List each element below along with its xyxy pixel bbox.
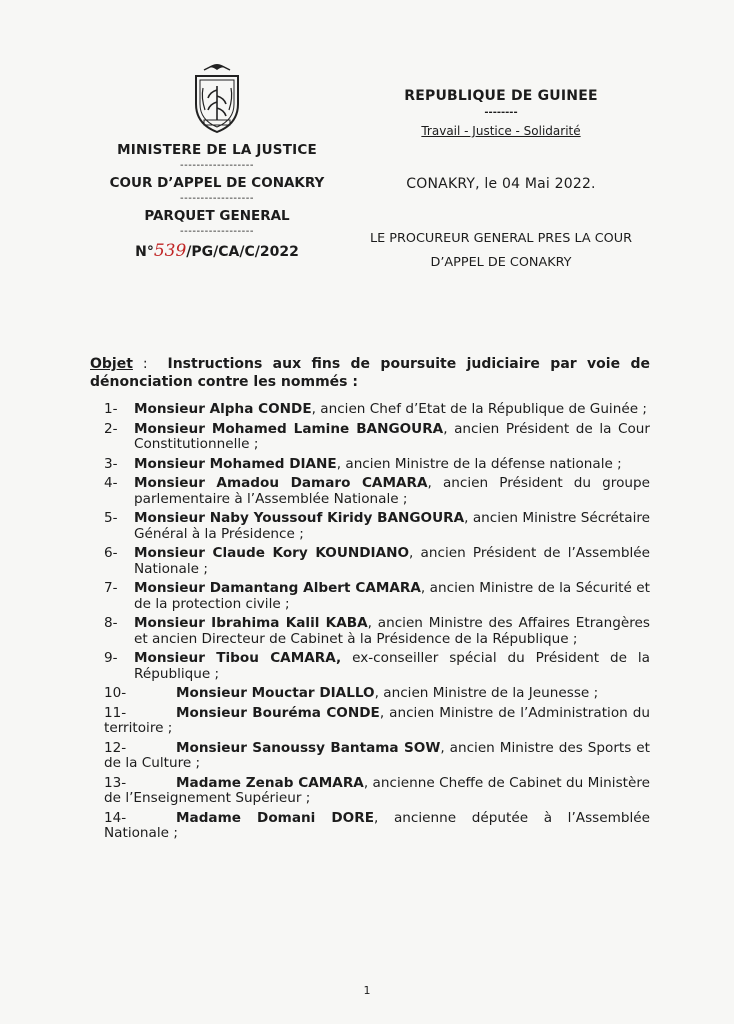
sender-title bbox=[346, 227, 656, 275]
list-item bbox=[104, 546, 650, 577]
person-role: , ancien Ministre des Affaires Etrangères et ancien Directeur de Cabinet à la Présidence de la République ; bbox=[134, 615, 650, 647]
item-number: 5- bbox=[104, 510, 118, 526]
list-item bbox=[104, 457, 650, 473]
person-role: , ancien Président du groupe parlementaire à l’Assemblée Nationale ; bbox=[134, 475, 651, 507]
court-title: COUR D’APPEL DE CONAKRY bbox=[109, 175, 325, 191]
item-text bbox=[134, 511, 650, 542]
item-number: 10- bbox=[104, 685, 127, 701]
divider: ------------------ bbox=[180, 160, 254, 171]
person-name: Monsieur Ibrahima Kalil KABA bbox=[134, 615, 368, 631]
divider: ------------------ bbox=[180, 226, 254, 237]
reference-number bbox=[92, 241, 342, 261]
person-name: Monsieur Naby Youssouf Kiridy BANGOURA bbox=[134, 510, 465, 526]
item-text bbox=[104, 705, 650, 737]
divider: -------- bbox=[484, 107, 518, 118]
subject-text: Instructions aux fins de poursuite judiciaire par voie de dénonciation contre les nommés : bbox=[90, 356, 650, 390]
ref-suffix: /PG/CA/C/2022 bbox=[186, 244, 299, 260]
person-name: Monsieur Alpha CONDE bbox=[134, 401, 312, 417]
place-date: CONAKRY, le 04 Mai 2022. bbox=[406, 176, 596, 192]
item-number: 6- bbox=[104, 545, 118, 561]
subject bbox=[90, 355, 650, 391]
item-text bbox=[134, 457, 650, 473]
item-text bbox=[104, 775, 650, 807]
item-number: 13- bbox=[104, 774, 127, 791]
item-number: 9- bbox=[104, 650, 118, 666]
item-number: 11- bbox=[104, 704, 127, 721]
person-name: Monsieur Mohamed DIANE bbox=[134, 455, 337, 472]
list-item bbox=[104, 776, 650, 807]
list-item bbox=[104, 706, 650, 737]
person-list bbox=[104, 402, 650, 846]
page-number: 1 bbox=[363, 984, 371, 997]
list-item bbox=[104, 581, 650, 612]
item-text bbox=[104, 740, 650, 772]
person-name: Monsieur Mouctar DIALLO bbox=[176, 685, 375, 701]
list-item bbox=[104, 651, 650, 682]
item-text bbox=[104, 810, 650, 842]
list-item bbox=[104, 686, 650, 702]
person-role: , ancien Ministre de l’Administration du territoire ; bbox=[104, 704, 650, 736]
sender-line-1: LE PROCUREUR GENERAL PRES LA COUR bbox=[370, 231, 632, 246]
list-item bbox=[104, 511, 650, 542]
item-number: 8- bbox=[104, 615, 118, 631]
item-text bbox=[134, 476, 650, 507]
person-name: Monsieur Bouréma CONDE bbox=[176, 704, 380, 721]
header-right bbox=[346, 88, 656, 275]
person-role: , ancien Chef d’Etat de la République de Guinée ; bbox=[311, 401, 647, 417]
person-role: , ancien Ministre de la défense nationale ; bbox=[336, 455, 622, 472]
person-name: Madame Zenab CAMARA bbox=[176, 774, 364, 791]
item-text bbox=[134, 546, 650, 577]
item-number: 2- bbox=[104, 420, 118, 437]
person-role: , ancien Ministre Sécrétaire Général à la Présidence ; bbox=[134, 510, 650, 542]
person-name: Monsieur Damantang Albert CAMARA bbox=[134, 580, 421, 596]
item-number: 3- bbox=[104, 455, 118, 472]
item-text bbox=[176, 685, 598, 701]
handwritten-number: 539 bbox=[153, 241, 187, 261]
item-text bbox=[134, 581, 650, 612]
person-role: ex-conseiller spécial du Président de la République ; bbox=[134, 650, 650, 682]
list-item bbox=[104, 402, 650, 418]
coat-of-arms-icon bbox=[186, 58, 248, 136]
ref-prefix: N° bbox=[135, 244, 154, 260]
person-role: , ancien Ministre de la Jeunesse ; bbox=[374, 685, 599, 701]
person-name: Monsieur Tibou CAMARA, bbox=[134, 650, 342, 666]
list-item bbox=[104, 616, 650, 647]
item-number: 14- bbox=[104, 809, 127, 826]
republic-title: REPUBLIQUE DE GUINEE bbox=[404, 88, 598, 104]
item-number: 4- bbox=[104, 475, 118, 491]
item-text bbox=[134, 422, 650, 453]
person-role: , ancien Ministre des Sports et de la Culture ; bbox=[104, 739, 650, 771]
item-text bbox=[134, 402, 650, 418]
subject-label: Objet bbox=[90, 356, 133, 372]
item-number: 7- bbox=[104, 580, 118, 596]
person-role: , ancienne Cheffe de Cabinet du Ministère de l’Enseignement Supérieur ; bbox=[104, 774, 650, 806]
person-name: Monsieur Sanoussy Bantama SOW bbox=[176, 739, 441, 756]
person-name: Monsieur Amadou Damaro CAMARA bbox=[134, 475, 428, 491]
person-role: , ancien Président de la Cour Constitutionnelle ; bbox=[134, 420, 651, 452]
national-motto: Travail - Justice - Solidarité bbox=[421, 124, 581, 138]
subject-separator: : bbox=[132, 356, 168, 372]
ministry-title: MINISTERE DE LA JUSTICE bbox=[117, 142, 317, 158]
item-text bbox=[134, 651, 650, 682]
list-item bbox=[104, 811, 650, 842]
sender-line-2: D’APPEL DE CONAKRY bbox=[430, 255, 572, 270]
item-text bbox=[134, 616, 650, 647]
list-item bbox=[104, 476, 650, 507]
person-name: Monsieur Mohamed Lamine BANGOURA bbox=[134, 420, 444, 437]
divider: ------------------ bbox=[180, 193, 254, 204]
parquet-title: PARQUET GENERAL bbox=[144, 208, 290, 224]
person-role: , ancienne députée à l’Assemblée Nationale ; bbox=[104, 809, 650, 841]
person-name: Madame Domani DORE bbox=[176, 809, 374, 826]
list-item bbox=[104, 741, 650, 772]
item-number: 1- bbox=[104, 401, 118, 417]
person-role: , ancien Ministre de la Sécurité et de la protection civile ; bbox=[134, 580, 650, 612]
item-number: 12- bbox=[104, 739, 127, 756]
person-role: , ancien Président de l’Assemblée Nationale ; bbox=[134, 545, 650, 577]
list-item bbox=[104, 422, 650, 453]
person-name: Monsieur Claude Kory KOUNDIANO bbox=[134, 545, 410, 561]
header-left bbox=[92, 58, 342, 261]
